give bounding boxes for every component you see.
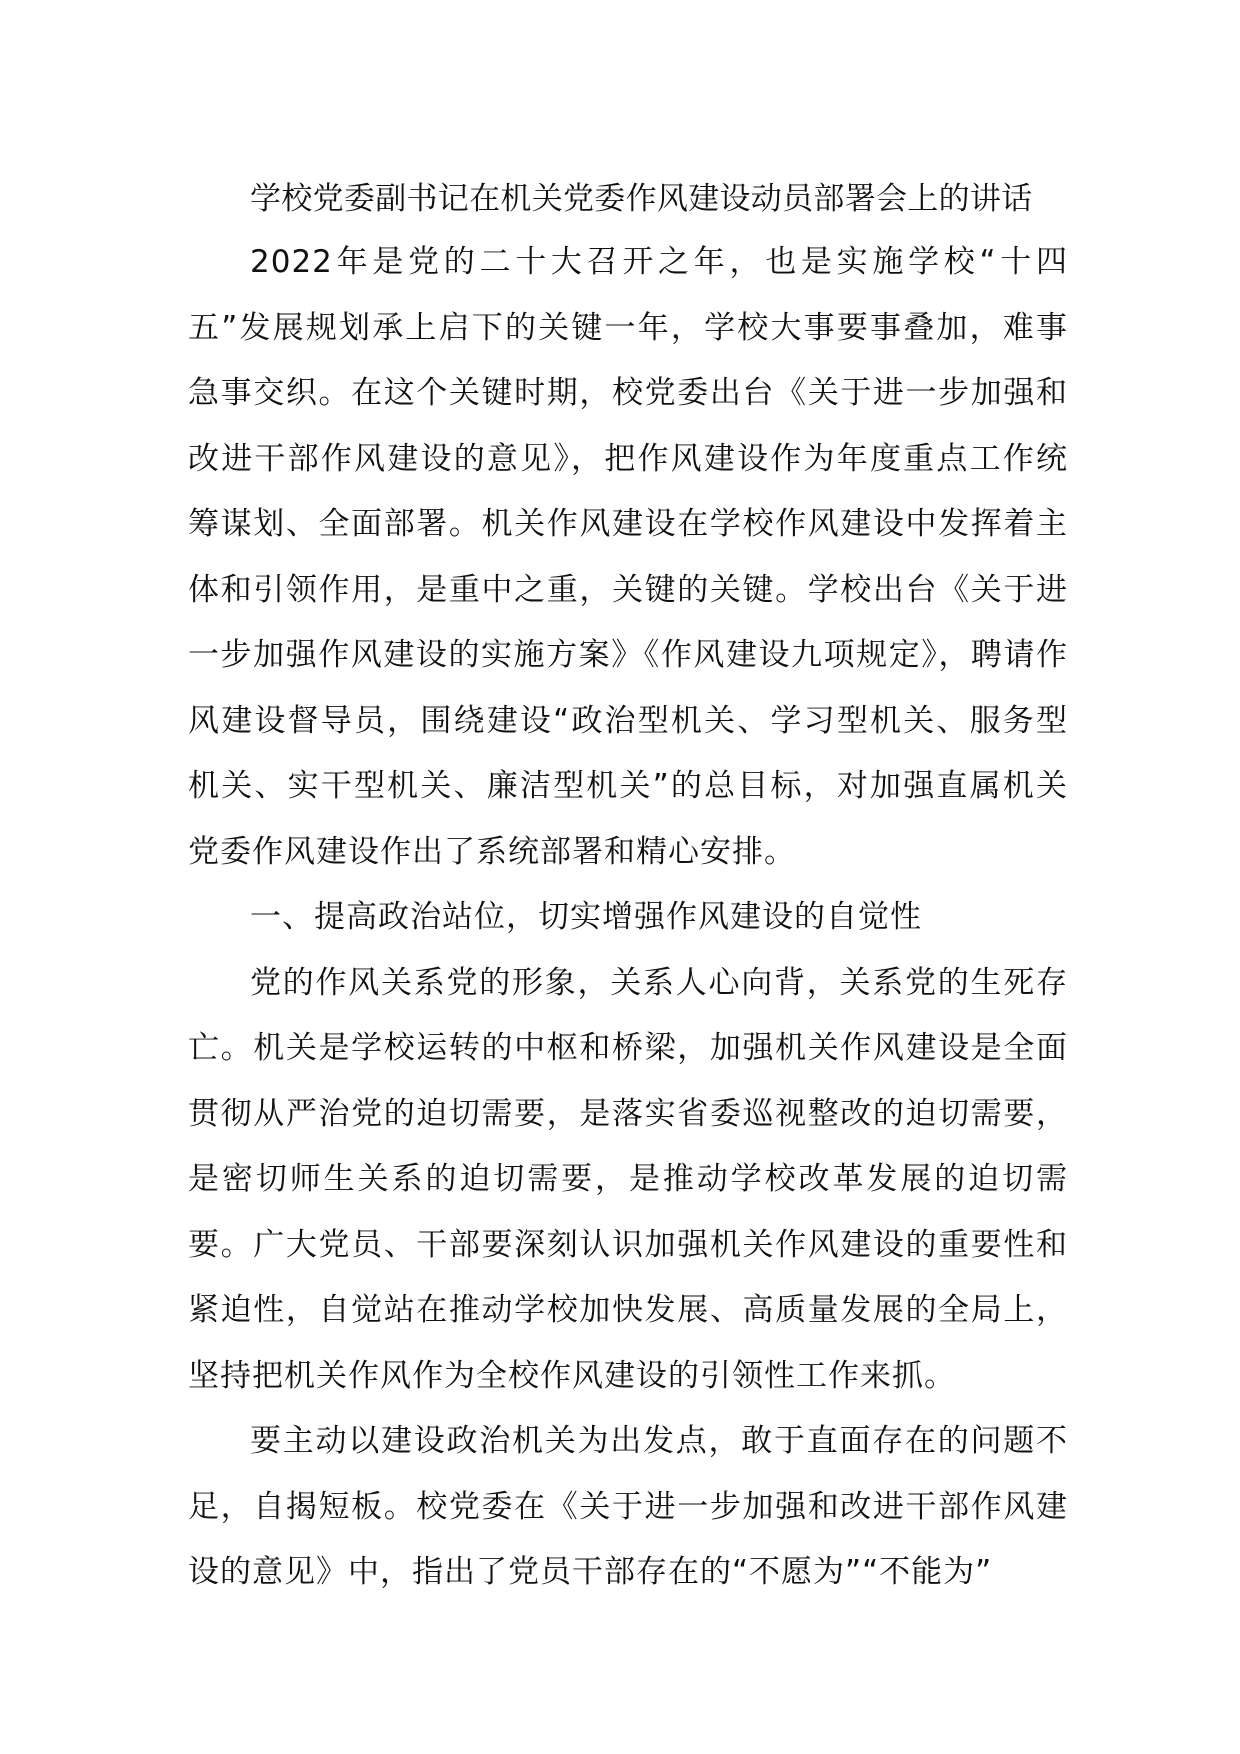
- paragraph-section-1-continued: 要主动以建设政治机关为出发点，敢于直面存在的问题不足，自揭短板。校党委在《关于进一步加强和改进干部作风建设的意见》中，指出了党员干部存在的“不愿为”“不能为”: [188, 1423, 1068, 1590]
- paragraph-section-1-body: 党的作风关系党的形象，关系人心向背，关系党的生死存亡。机关是学校运转的中枢和桥梁，加强机关作风建设是全面贯彻从严治党的迫切需要，是落实省委巡视整改的迫切需要，是密切师生关系的迫切需要，是推动学校改革发展的迫切需要。广大党员、干部要深刻认识加强机关作风建设的重要性和紧迫性，自觉站在推动学校加快发展、高质量发展的全局上，坚持把机关作风作为全校作风建设的引领性工作来抓。: [188, 964, 1068, 1394]
- paragraph-intro: 2022年是党的二十大召开之年，也是实施学校“十四五”发展规划承上启下的关键一年，学校大事要事叠加，难事急事交织。在这个关键时期，校党委出台《关于进一步加强和改进干部作风建设的意见》，把作风建设作为年度重点工作统筹谋划、全面部署。机关作风建设在学校作风建设中发挥着主体和引领作用，是重中之重，关键的关键。学校出台《关于进一步加强作风建设的实施方案》《作风建设九项规定》，聘请作风建设督导员，围绕建设“政治型机关、学习型机关、服务型机关、实干型机关、廉洁型机关”的总目标，对加强直属机关党委作风建设作出了系统部署和精心安排。: [188, 244, 1068, 870]
- document-page: [188, 168, 1068, 1606]
- document-title: 学校党委副书记在机关党委作风建设动员部署会上的讲话: [250, 181, 1033, 217]
- section-heading-1: 一、提高政治站位，切实增强作风建设的自觉性: [250, 899, 922, 935]
